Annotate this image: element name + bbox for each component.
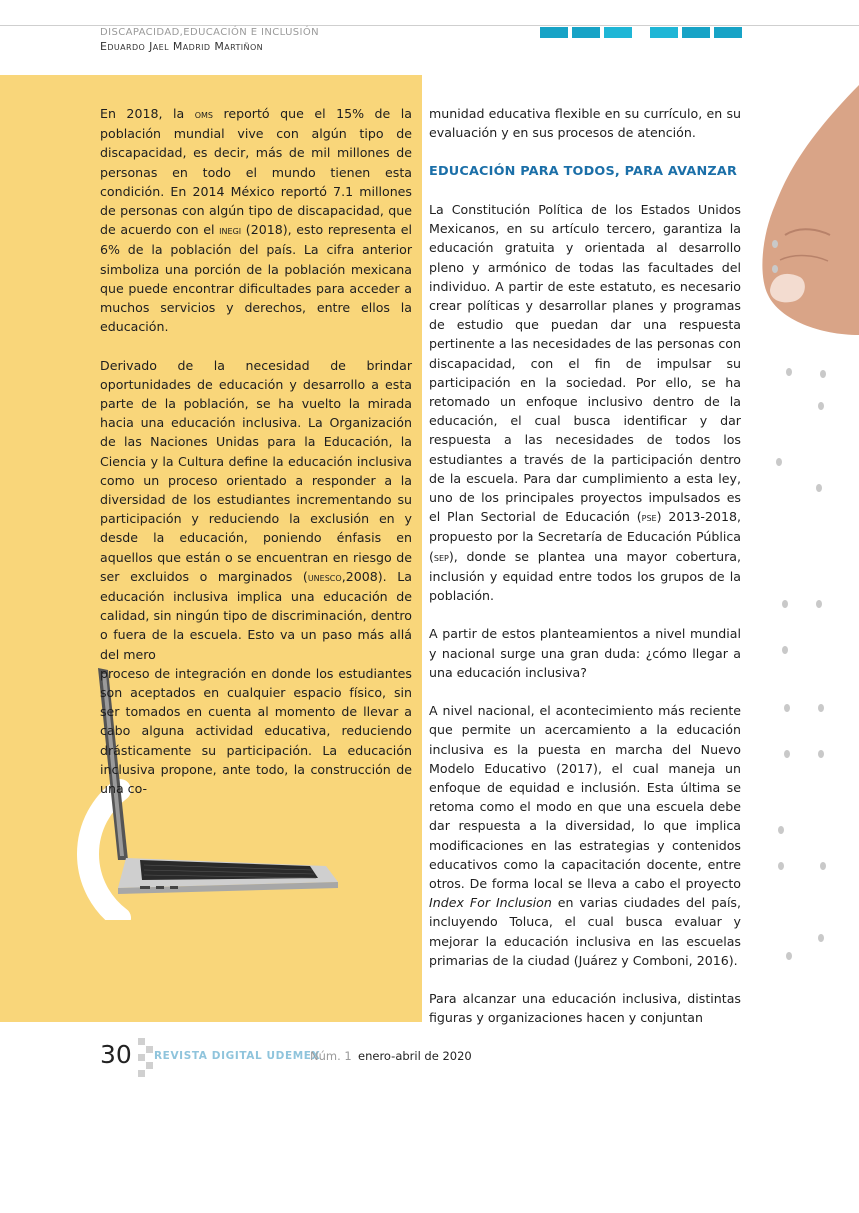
paragraph (100, 104, 412, 336)
header-bar (540, 27, 568, 38)
text-run: ) 2013-2018, propuesto por la Secretaría de Educación Pública ( (429, 509, 741, 564)
drop (816, 600, 822, 608)
drop (818, 402, 824, 410)
drop (778, 826, 784, 834)
running-header-section: DISCAPACIDAD,EDUCACIÓN E INCLUSIÓN (100, 27, 320, 38)
header-bar (572, 27, 600, 38)
square (138, 1038, 145, 1045)
left-column (100, 104, 412, 817)
running-header-author: Eduardo Jael Madrid Martiñon (100, 40, 264, 53)
drop (784, 704, 790, 712)
text-run: en varias ciudades del país, incluyendo Toluca, el cual busca evaluar y mejorar la educación inclusiva en las escuelas primarias de la ciudad (Juárez y Comboni, 2016). (429, 895, 742, 968)
drop (820, 862, 826, 870)
drop (820, 370, 826, 378)
hand-illustration (760, 85, 859, 345)
paragraph (429, 701, 741, 970)
text-run: ,2008). La educación inclusiva implica una educación de calidad, sin ningún tipo de discriminación, dentro o fuera de la escuela. Esto va un paso más allá del mero (100, 568, 412, 662)
drop (818, 934, 824, 942)
page-number: 30 (100, 1040, 132, 1069)
square (138, 1054, 145, 1061)
paragraph: Para alcanzar una educación inclusiva, distintas figuras y organizaciones hacen y conjuntan (429, 991, 741, 1026)
text-run: En 2018, la (100, 106, 195, 121)
acronym: oms (194, 108, 213, 121)
acronym: inegi (219, 224, 242, 238)
square (146, 1046, 153, 1053)
header-bar (604, 27, 632, 38)
issue-label: Núm. 1 (310, 1049, 352, 1063)
drop (776, 458, 782, 466)
drop (782, 646, 788, 654)
text-run: ), donde se plantea una mayor cobertura, inclusión y equidad entre todos los grupos de la población. (429, 548, 741, 604)
acronym: pse (641, 511, 657, 525)
drop (818, 750, 824, 758)
text-run: A nivel nacional, el acontecimiento más reciente que permite un acercamiento a la educación inclusiva es la puesta en marcha del Nuevo Modelo Educativo (2017), el cual maneja un enfoque de equidad e inclusión. Esta última se retoma como el modo en que una escuela debe dar respuesta a la diversidad, lo que implica modificaciones en las estrategias y contenidos educativos como la capacitación docente, entre otros. De forma local se lleva a cabo el proyecto (429, 703, 741, 892)
issue-date: enero-abril de 2020 (358, 1049, 472, 1063)
drop (772, 265, 778, 273)
section-heading: EDUCACIÓN PARA TODOS, PARA AVANZAR (429, 163, 738, 179)
drop (786, 952, 792, 960)
header-bar (714, 27, 742, 38)
acronym: unesco (307, 570, 342, 584)
paragraph (100, 356, 412, 664)
project-name: Index For Inclusion (429, 895, 552, 911)
drop (778, 862, 784, 870)
square (138, 1070, 145, 1077)
paragraph-wrapped: proceso de integración en donde los estudiantes son aceptados en cualquier espacio físico, sin ser tomados en cuenta al momento de llevar a cabo alguna actividad educativa, reduciendo drásticamente su participación. La educación inclusiva propone, ante todo, la construcción de una co- (100, 665, 412, 797)
paragraph (429, 200, 741, 605)
text-run: Derivado de la necesidad de brindar oportunidades de educación y desarrollo a esta parte de la población, se ha vuelto la mirada hacia una educación inclusiva. La Organización de las Naciones Unidas para la Educación, la Ciencia y la Cultura define la educación inclusiva como un proceso orientado a responder a la diversidad de los estudiantes incrementando su participación y reduciendo la exclusión en y desde la educación, poniendo énfasis en aquellos que están o se encuentran en riesgo de ser excluidos o marginados ( (100, 357, 412, 584)
square (146, 1062, 153, 1069)
paragraph: munidad educativa flexible en su currículo, en su evaluación y en sus procesos de atención. (429, 106, 741, 141)
paragraph: A partir de estos planteamientos a nivel mundial y nacional surge una gran duda: ¿cómo llegar a una educación inclusiva? (429, 626, 741, 680)
drop (818, 704, 824, 712)
text-run: La Constitución Política de los Estados Unidos Mexicanos, en su artículo tercero, garantiza la educación gratuita y orientada al desarrollo pleno y armónico de todas las facultades del individuo. A partir de este estatuto, es necesario crear políticas y desarrollar planes y programas de estudio que puedan dar una respuesta pertinente a las necesidades de las personas con discapacidad, con el fin de impulsar su participación en la sociedad. Por ello, se ha retomado un enfoque inclusivo dentro de la educación, el cual busca identificar y dar respuesta a las necesidades de todos los estudiantes a través de la participación dentro de la escuela. Para dar cumplimiento a esta ley, uno de los principales proyectos impulsados es el Plan Sectorial de Educación ( (429, 201, 741, 525)
drop (772, 240, 778, 248)
header-bar (682, 27, 710, 38)
right-column (429, 104, 741, 1047)
drop (784, 750, 790, 758)
drop (816, 484, 822, 492)
text-run: reportó que el 15% de la población mundial vive con algún tipo de discapacidad, es decir, más de mil millones de personas en todo el mundo tienen esta condición. En 2014 México reportó 7.1 millones de personas con algún tipo de discapacidad, que de acuerdo con el (100, 106, 413, 238)
text-run: (2018), esto representa el 6% de la población del país. La cifra anterior simboliza una porción de la población mexicana que puede encontrar dificultades para acceder a muchos servicios y derechos, entre ellos la educación. (100, 222, 412, 335)
header-rule (0, 25, 859, 26)
acronym: sep (433, 550, 449, 564)
footer-decorative-squares (130, 1038, 154, 1080)
drop (782, 600, 788, 608)
journal-name: REVISTA DIGITAL UDEMEX (154, 1050, 321, 1062)
drop (786, 368, 792, 376)
header-bar (650, 27, 678, 38)
